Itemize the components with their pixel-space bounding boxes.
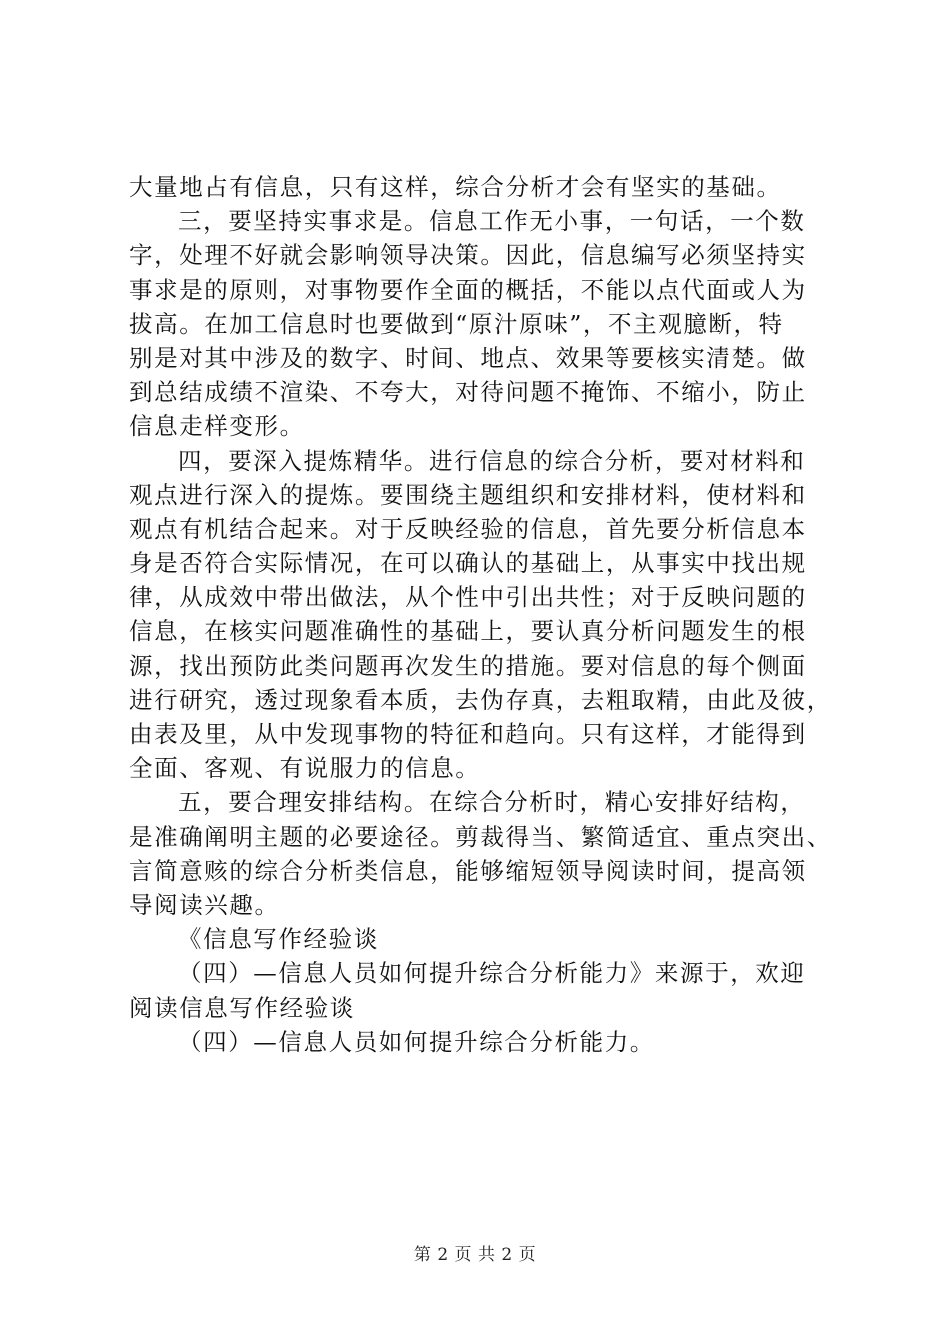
source-title-line: 《信息写作经验谈 — [178, 925, 379, 954]
text-line: （四）—信息人员如何提升综合分析能力。 — [178, 1027, 655, 1056]
document-body — [129, 170, 832, 1059]
text-line: 字，处理不好就会影响领导决策。因此，信息编写必须坚持实 — [129, 241, 807, 270]
text-line: 信息，在核实问题准确性的基础上，要认真分析问题发生的根 — [129, 617, 807, 646]
text-line: 言简意赅的综合分析类信息，能够缩短领导阅读时间，提高领 — [129, 856, 807, 885]
text-line: 源，找出预防此类问题再次发生的措施。要对信息的每个侧面 — [129, 651, 807, 680]
page-footer: 第 2 页 共 2 页 — [413, 1245, 537, 1265]
text-line: 观点进行深入的提炼。要围绕主题组织和安排材料，使材料和 — [129, 480, 807, 509]
paragraph-4-start: 四，要深入提炼精华。进行信息的综合分析，要对材料和 — [178, 446, 806, 475]
text-line: 阅读信息写作经验谈 — [129, 993, 355, 1022]
text-line: 导阅读兴趣。 — [129, 890, 280, 919]
text-line: 全面、客观、有说服力的信息。 — [129, 754, 481, 783]
paragraph-3-start: 三，要坚持实事求是。信息工作无小事，一句话，一个数 — [178, 207, 806, 236]
text-line: 观点有机结合起来。对于反映经验的信息，首先要分析信息本 — [129, 514, 807, 543]
text-line: 律，从成效中带出做法，从个性中引出共性；对于反映问题的 — [129, 583, 807, 612]
text-line: 到总结成绩不渲染、不夸大，对待问题不掩饰、不缩小，防止 — [129, 378, 807, 407]
text-line: 别是对其中涉及的数字、时间、地点、效果等要核实清楚。做 — [129, 343, 807, 372]
text-line: 身是否符合实际情况，在可以确认的基础上，从事实中找出规 — [129, 549, 807, 578]
text-line: 进行研究，透过现象看本质，去伪存真，去粗取精，由此及彼， — [129, 685, 832, 714]
text-line: 是准确阐明主题的必要途径。剪裁得当、繁简适宜、重点突出、 — [129, 822, 832, 851]
source-note-line: （四）—信息人员如何提升综合分析能力》来源于，欢迎 — [178, 959, 806, 988]
text-line: 拔高。在加工信息时也要做到“原汁原味”，不主观臆断，特 — [129, 309, 784, 338]
text-line: 事求是的原则，对事物要作全面的概括，不能以点代面或人为 — [129, 275, 807, 304]
text-line: 大量地占有信息，只有这样，综合分析才会有坚实的基础。 — [129, 173, 782, 201]
text-line: 信息走样变形。 — [129, 412, 305, 441]
text-line: 由表及里，从中发现事物的特征和趋向。只有这样，才能得到 — [129, 720, 807, 748]
paragraph-5-start: 五，要合理安排结构。在综合分析时，精心安排好结构， — [178, 788, 806, 817]
